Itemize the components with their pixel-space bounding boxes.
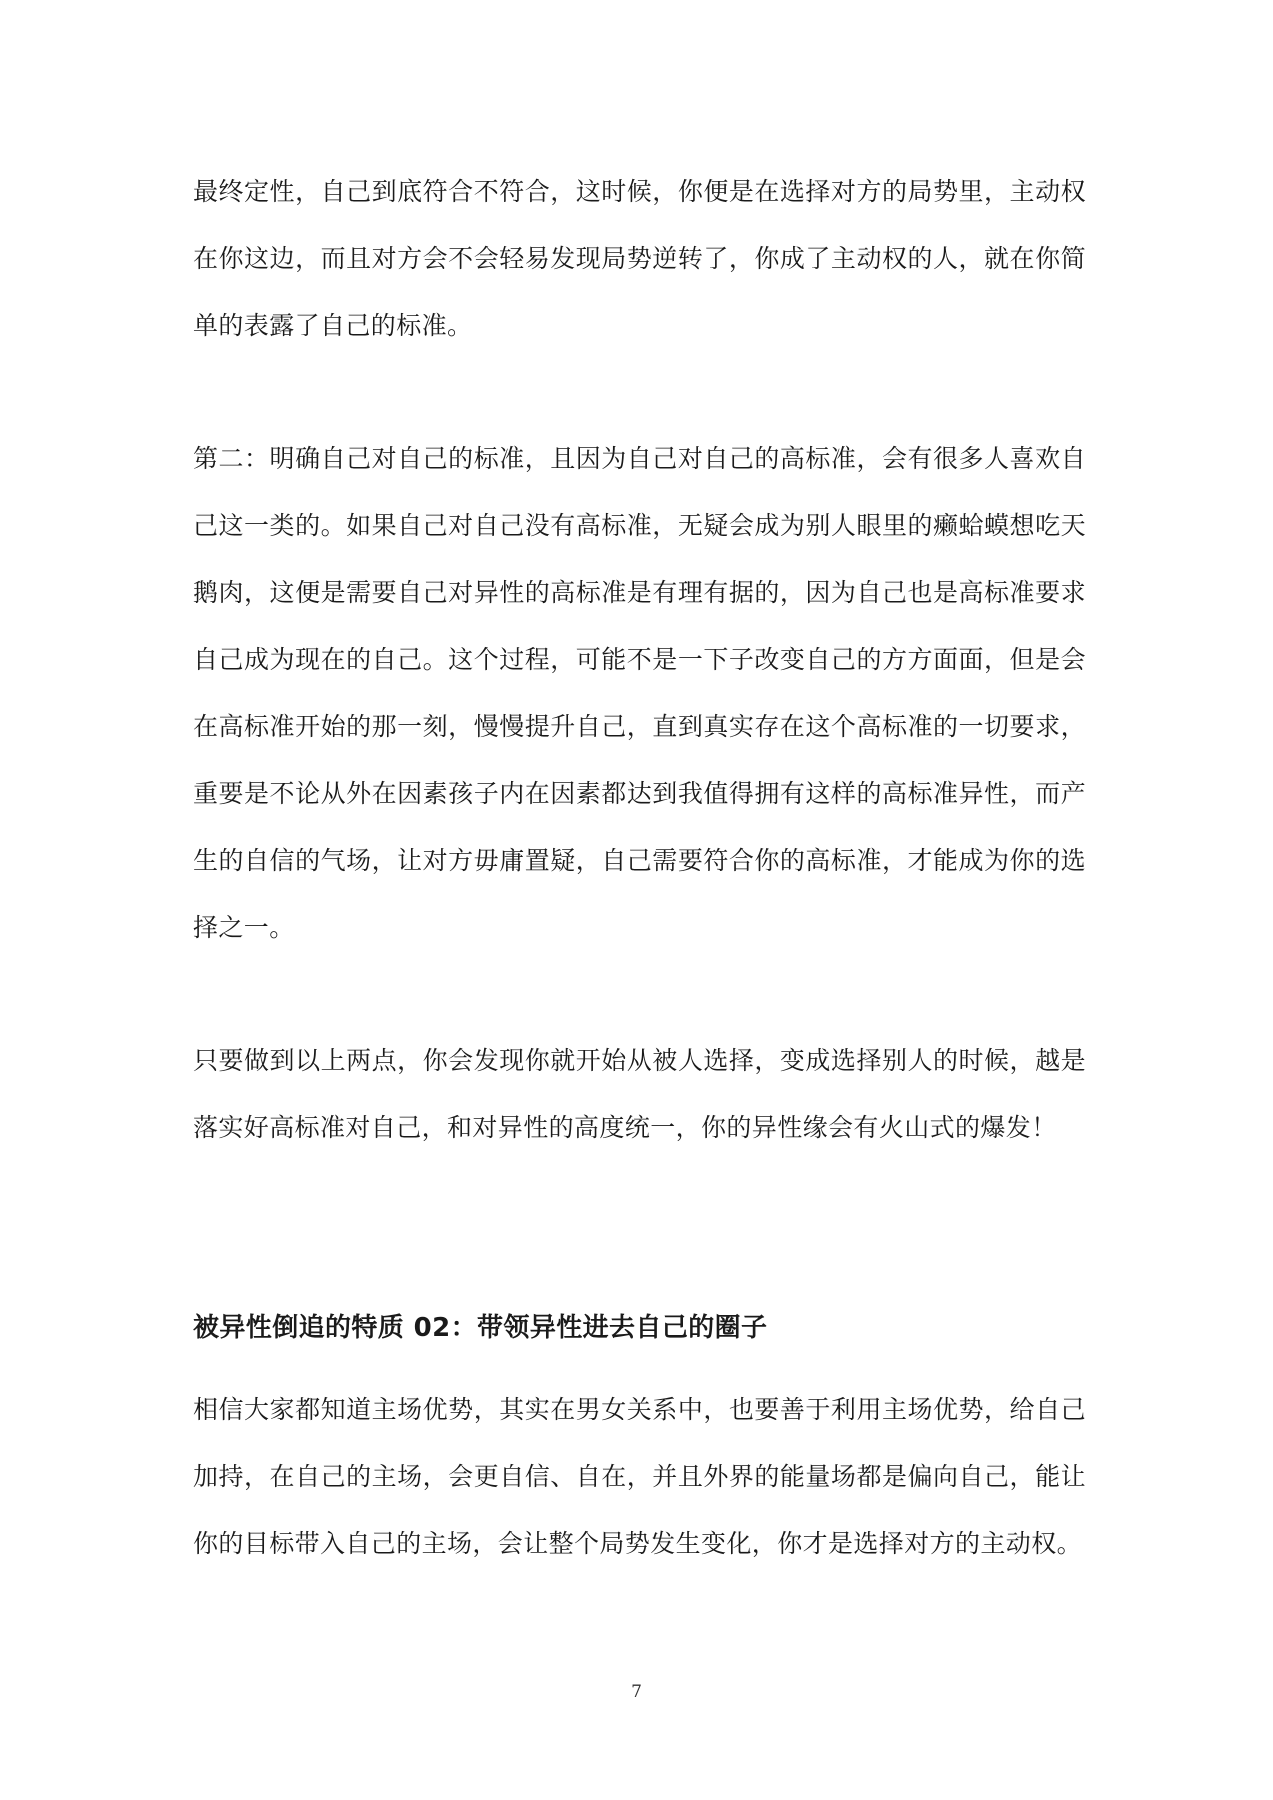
paragraph-conclusion: 只要做到以上两点，你会发现你就开始从被人选择，变成选择别人的时候，越是落实好高标准对自己，和对异性的高度统一，你的异性缘会有火山式的爆发！ bbox=[193, 1046, 1086, 1142]
paragraph-spacer bbox=[193, 961, 1086, 1027]
page-number: 7 bbox=[631, 1682, 642, 1702]
paragraph-spacer bbox=[193, 359, 1086, 425]
heading-spacer bbox=[193, 1362, 1086, 1376]
section-heading: 被异性倒追的特质 02：带领异性进去自己的圈子 bbox=[193, 1313, 768, 1343]
paragraph-home-advantage: 相信大家都知道主场优势，其实在男女关系中，也要善于利用主场优势，给自己加持，在自己的主场，会更自信、自在，并且外界的能量场都是偏向自己，能让你的目标带入自己的主场，会让整个局势发生变化，你才是选择对方的主动权。 bbox=[193, 1395, 1086, 1558]
section-spacer bbox=[193, 1161, 1086, 1295]
paragraph-standards-reveal: 最终定性，自己到底符合不符合，这时候，你便是在选择对方的局势里，主动权在你这边，而且对方会不会轻易发现局势逆转了，你成了主动权的人，就在你简单的表露了自己的标准。 bbox=[193, 177, 1086, 340]
page-content bbox=[193, 158, 1086, 1577]
paragraph-point-two: 第二：明确自己对自己的标准，且因为自己对自己的高标准，会有很多人喜欢自己这一类的。如果自己对自己没有高标准，无疑会成为别人眼里的癞蛤蟆想吃天鹅肉，这便是需要自己对异性的高标准是有理有据的，因为自己也是高标准要求自己成为现在的自己。这个过程，可能不是一下子改变自己的方方面面，但是会在高标准开始的那一刻，慢慢提升自己，直到真实存在这个高标准的一切要求，重要是不论从外在因素孩子内在因素都达到我值得拥有这样的高标准异性，而产生的自信的气场，让对方毋庸置疑，自己需要符合你的高标准，才能成为你的选择之一。 bbox=[193, 444, 1086, 942]
